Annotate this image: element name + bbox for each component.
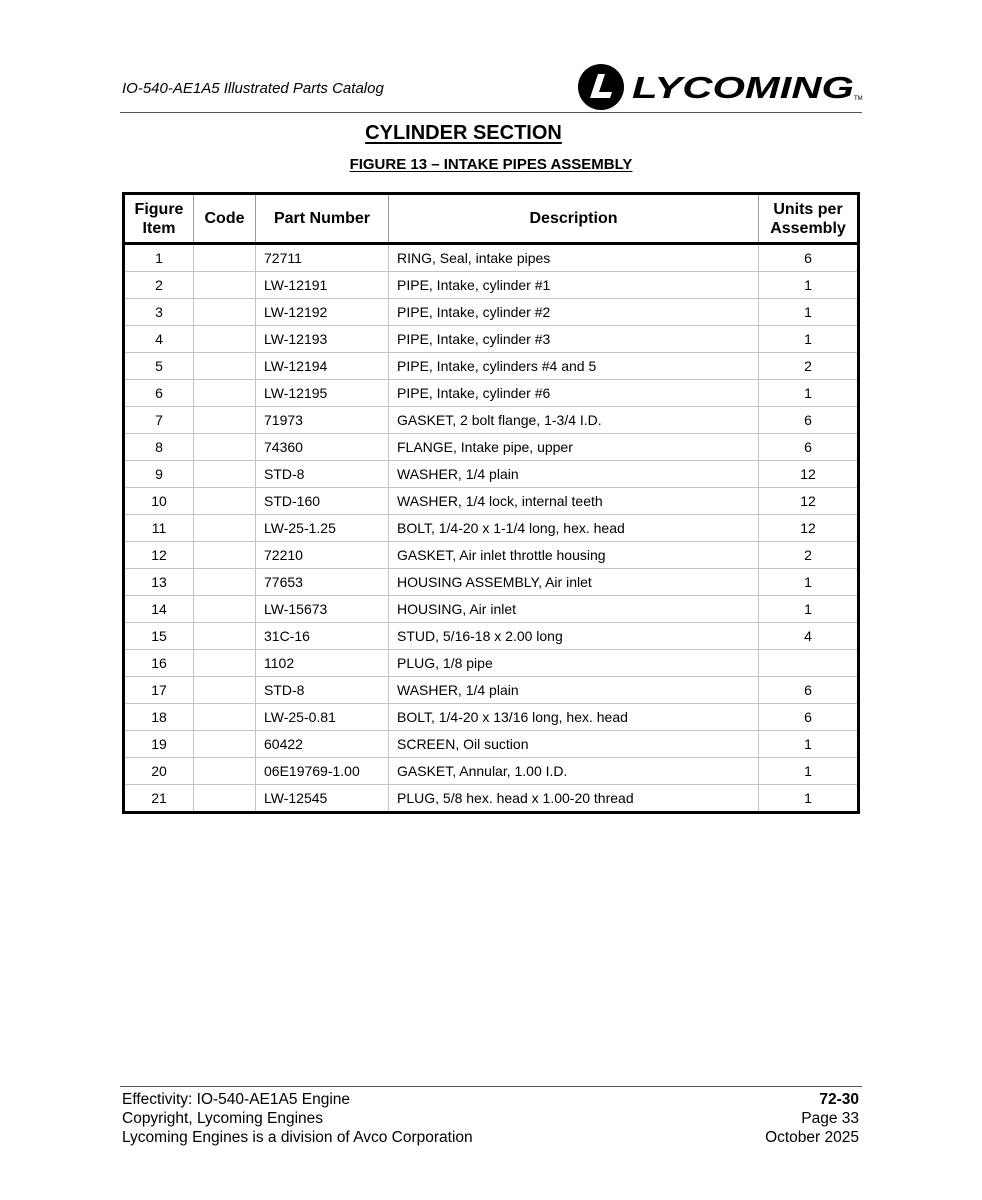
table-row [124, 677, 859, 704]
description-cell: RING, Seal, intake pipes [389, 244, 759, 272]
table-header-row [124, 194, 859, 244]
header-code: Code [194, 194, 256, 244]
figure-item-cell: 18 [124, 704, 194, 731]
part-number-cell: 60422 [256, 731, 389, 758]
code-cell [194, 488, 256, 515]
table-row [124, 272, 859, 299]
code-cell [194, 353, 256, 380]
description-cell: GASKET, Air inlet throttle housing [389, 542, 759, 569]
part-number-cell: 71973 [256, 407, 389, 434]
code-cell [194, 677, 256, 704]
figure-title: FIGURE 13 – INTAKE PIPES ASSEMBLY [349, 156, 633, 173]
part-number-cell: 1102 [256, 650, 389, 677]
code-cell [194, 542, 256, 569]
units-cell: 1 [759, 596, 859, 623]
table-row [124, 623, 859, 650]
figure-item-cell: 6 [124, 380, 194, 407]
footer-page-number: Page 33 [801, 1110, 859, 1127]
table-row [124, 380, 859, 407]
part-number-cell: LW-15673 [256, 596, 389, 623]
description-cell: PIPE, Intake, cylinders #4 and 5 [389, 353, 759, 380]
code-cell [194, 704, 256, 731]
code-cell [194, 299, 256, 326]
description-cell: WASHER, 1/4 plain [389, 461, 759, 488]
figure-item-cell: 1 [124, 244, 194, 272]
units-cell: 1 [759, 380, 859, 407]
figure-item-cell: 7 [124, 407, 194, 434]
table-row [124, 488, 859, 515]
description-cell: FLANGE, Intake pipe, upper [389, 434, 759, 461]
part-number-cell: STD-160 [256, 488, 389, 515]
code-cell [194, 461, 256, 488]
units-cell: 12 [759, 461, 859, 488]
table-row [124, 326, 859, 353]
part-number-cell: 31C-16 [256, 623, 389, 650]
figure-item-cell: 19 [124, 731, 194, 758]
units-cell: 1 [759, 299, 859, 326]
header-figure-item: Figure Item [124, 194, 194, 244]
footer-section-number: 72-30 [819, 1091, 859, 1108]
units-cell [759, 650, 859, 677]
table-row [124, 244, 859, 272]
footer-copyright: Copyright, Lycoming Engines [122, 1110, 324, 1127]
catalog-title: IO-540-AE1A5 Illustrated Parts Catalog [122, 80, 384, 97]
units-cell: 6 [759, 704, 859, 731]
code-cell [194, 272, 256, 299]
table-row [124, 731, 859, 758]
description-cell: STUD, 5/16-18 x 2.00 long [389, 623, 759, 650]
table-row [124, 434, 859, 461]
description-cell: PIPE, Intake, cylinder #2 [389, 299, 759, 326]
units-cell: 6 [759, 677, 859, 704]
figure-item-cell: 5 [124, 353, 194, 380]
code-cell [194, 623, 256, 650]
header-divider [120, 112, 862, 113]
part-number-cell: LW-12191 [256, 272, 389, 299]
part-number-cell: 72210 [256, 542, 389, 569]
header-units-per-assembly: Units per Assembly [759, 194, 859, 244]
part-number-cell: LW-12195 [256, 380, 389, 407]
parts-table [122, 192, 860, 814]
code-cell [194, 731, 256, 758]
table-row [124, 299, 859, 326]
description-cell: GASKET, 2 bolt flange, 1-3/4 I.D. [389, 407, 759, 434]
table-row [124, 704, 859, 731]
part-number-cell: LW-12194 [256, 353, 389, 380]
figure-item-cell: 12 [124, 542, 194, 569]
units-cell: 6 [759, 434, 859, 461]
description-cell: HOUSING ASSEMBLY, Air inlet [389, 569, 759, 596]
code-cell [194, 515, 256, 542]
table-row [124, 542, 859, 569]
units-cell: 12 [759, 515, 859, 542]
code-cell [194, 244, 256, 272]
code-cell [194, 785, 256, 813]
footer-left [122, 1090, 473, 1147]
section-title: CYLINDER SECTION [365, 122, 562, 144]
parts-table-body [124, 244, 859, 813]
table-row [124, 461, 859, 488]
code-cell [194, 380, 256, 407]
description-cell: PIPE, Intake, cylinder #3 [389, 326, 759, 353]
units-cell: 4 [759, 623, 859, 650]
description-cell: BOLT, 1/4-20 x 1-1/4 long, hex. head [389, 515, 759, 542]
code-cell [194, 596, 256, 623]
table-row [124, 650, 859, 677]
figure-item-cell: 10 [124, 488, 194, 515]
figure-item-cell: 11 [124, 515, 194, 542]
part-number-cell: STD-8 [256, 677, 389, 704]
footer-division: Lycoming Engines is a division of Avco Corporation [122, 1129, 473, 1146]
units-cell: 1 [759, 272, 859, 299]
svg-text:LYCOMING: LYCOMING [632, 70, 854, 105]
table-row [124, 353, 859, 380]
code-cell [194, 650, 256, 677]
footer-effectivity: Effectivity: IO-540-AE1A5 Engine [122, 1091, 351, 1108]
table-row [124, 785, 859, 813]
svg-text:TM: TM [854, 96, 863, 102]
description-cell: BOLT, 1/4-20 x 13/16 long, hex. head [389, 704, 759, 731]
description-cell: WASHER, 1/4 plain [389, 677, 759, 704]
figure-item-cell: 16 [124, 650, 194, 677]
code-cell [194, 407, 256, 434]
part-number-cell: LW-25-0.81 [256, 704, 389, 731]
description-cell: WASHER, 1/4 lock, internal teeth [389, 488, 759, 515]
figure-item-cell: 2 [124, 272, 194, 299]
code-cell [194, 434, 256, 461]
lycoming-logo [576, 62, 861, 112]
description-cell: PIPE, Intake, cylinder #1 [389, 272, 759, 299]
units-cell: 2 [759, 353, 859, 380]
part-number-cell: LW-12193 [256, 326, 389, 353]
description-cell: HOUSING, Air inlet [389, 596, 759, 623]
footer-divider [120, 1086, 862, 1087]
units-cell: 6 [759, 407, 859, 434]
part-number-cell: 74360 [256, 434, 389, 461]
footer-date: October 2025 [765, 1129, 859, 1146]
part-number-cell: 06E19769-1.00 [256, 758, 389, 785]
figure-item-cell: 21 [124, 785, 194, 813]
description-cell: PIPE, Intake, cylinder #6 [389, 380, 759, 407]
figure-item-cell: 9 [124, 461, 194, 488]
part-number-cell: 77653 [256, 569, 389, 596]
units-cell: 2 [759, 542, 859, 569]
table-row [124, 596, 859, 623]
figure-item-cell: 14 [124, 596, 194, 623]
footer-right [765, 1090, 859, 1147]
description-cell: PLUG, 5/8 hex. head x 1.00-20 thread [389, 785, 759, 813]
figure-item-cell: 13 [124, 569, 194, 596]
code-cell [194, 569, 256, 596]
table-row [124, 758, 859, 785]
table-row [124, 515, 859, 542]
units-cell: 1 [759, 758, 859, 785]
lycoming-emblem-icon [578, 64, 624, 110]
figure-item-cell: 3 [124, 299, 194, 326]
figure-item-cell: 8 [124, 434, 194, 461]
code-cell [194, 326, 256, 353]
figure-item-cell: 17 [124, 677, 194, 704]
units-cell: 1 [759, 731, 859, 758]
figure-item-cell: 20 [124, 758, 194, 785]
units-cell: 1 [759, 326, 859, 353]
description-cell: PLUG, 1/8 pipe [389, 650, 759, 677]
units-cell: 6 [759, 244, 859, 272]
header-part-number: Part Number [256, 194, 389, 244]
part-number-cell: LW-25-1.25 [256, 515, 389, 542]
figure-item-cell: 4 [124, 326, 194, 353]
table-row [124, 569, 859, 596]
part-number-cell: LW-12192 [256, 299, 389, 326]
units-cell: 1 [759, 569, 859, 596]
part-number-cell: 72711 [256, 244, 389, 272]
units-cell: 1 [759, 785, 859, 813]
code-cell [194, 758, 256, 785]
part-number-cell: STD-8 [256, 461, 389, 488]
part-number-cell: LW-12545 [256, 785, 389, 813]
header-description: Description [389, 194, 759, 244]
description-cell: GASKET, Annular, 1.00 I.D. [389, 758, 759, 785]
description-cell: SCREEN, Oil suction [389, 731, 759, 758]
units-cell: 12 [759, 488, 859, 515]
table-row [124, 407, 859, 434]
figure-item-cell: 15 [124, 623, 194, 650]
